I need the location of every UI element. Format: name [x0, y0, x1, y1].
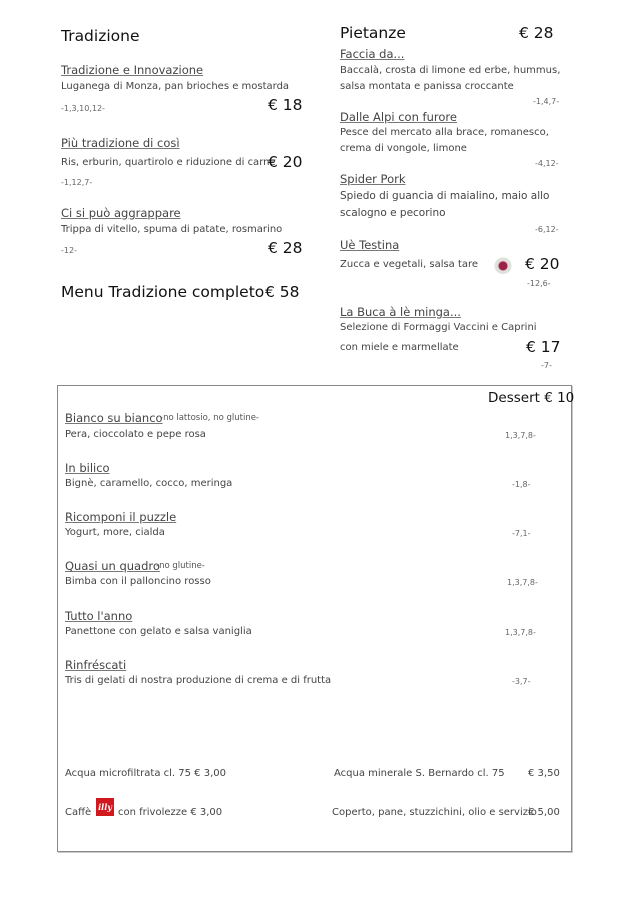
dish-name: Ricomponi il puzzle: [65, 510, 177, 524]
water-filtered: Acqua microfiltrata cl. 75 € 3,00: [65, 768, 226, 779]
menu-complete-price: € 58: [265, 283, 300, 301]
dessert-box: [57, 385, 575, 852]
dish-description: Bimba con il palloncino rosso: [65, 576, 211, 587]
dish-description: Bignè, caramello, cocco, meringa: [65, 478, 233, 489]
dish-description: Ris, erburin, quartirolo e riduzione di carne: [61, 157, 276, 168]
water-mineral: Acqua minerale S. Bernardo cl. 75: [334, 768, 505, 779]
coffee-label: Caffè: [65, 807, 92, 818]
allergens: -1,4,7-: [533, 97, 560, 106]
dish-price: € 28: [268, 239, 303, 257]
dish-description: con miele e marmellate: [340, 342, 459, 353]
allergens: -1,12,7-: [61, 178, 93, 187]
dish-description: salsa montata e panissa croccante: [340, 81, 514, 92]
dish-name: Quasi un quadro: [65, 559, 160, 573]
dish-description: Trippa di vitello, spuma di patate, rosmarino: [61, 224, 283, 235]
dish-name: Tutto l'anno: [65, 609, 133, 623]
dish-price: € 20: [525, 255, 560, 273]
allergens: -6,12-: [535, 225, 559, 234]
dish-description: scalogno e pecorino: [340, 207, 446, 219]
dish-name: Rinfréscati: [65, 658, 127, 672]
dish-description: Baccalà, crosta di limone ed erbe, hummus,: [340, 65, 561, 76]
dish-name: Uè Testina: [340, 238, 400, 252]
cover-charge: Coperto, pane, stuzzichini, olio e servizio: [332, 807, 537, 818]
dish-description: Selezione di Formaggi Vaccini e Caprini: [340, 322, 537, 333]
allergens: -12,6-: [527, 279, 551, 288]
allergens: -4,12-: [535, 159, 559, 168]
section-title-dessert: Dessert € 10: [488, 390, 575, 406]
allergens: -7-: [541, 361, 552, 370]
dish-name: Ci si può aggrappare: [61, 206, 181, 220]
section-title-pietanze: Pietanze: [340, 24, 406, 42]
menu-complete-label: Menu Tradizione completo: [61, 283, 265, 301]
allergens: 1,3,7,8-: [505, 431, 536, 440]
allergens: -1,8-: [512, 480, 531, 489]
dish-description: Pera, cioccolato e pepe rosa: [65, 429, 206, 440]
allergens: -1,3,10,12-: [61, 104, 105, 113]
dish-description: Pesce del mercato alla brace, romanesco,: [340, 127, 549, 138]
allergens: 1,3,7,8-: [507, 578, 538, 587]
dish-price: € 18: [268, 96, 303, 114]
dish-description: Panettone con gelato e salsa vaniglia: [65, 626, 252, 637]
cover-charge-price: € 5,00: [528, 807, 560, 818]
dish-price: € 17: [526, 338, 561, 356]
coffee-price: con frivolezze € 3,00: [118, 807, 223, 818]
dish-description: Yogurt, more, cialda: [65, 527, 165, 538]
dish-name: Tradizione e Innovazione: [61, 63, 204, 77]
dish-name: Più tradizione di così: [61, 136, 180, 150]
dish-description: Luganega di Monza, pan brioches e mostarda: [61, 81, 290, 92]
wine-pairing-icon: [494, 256, 512, 278]
allergens: -7,1-: [512, 529, 531, 538]
dish-price: € 20: [268, 153, 303, 171]
dish-name: Dalle Alpi con furore: [340, 110, 457, 124]
dish-name: Faccia da...: [340, 47, 405, 61]
dish-description: crema di vongole, limone: [340, 143, 467, 154]
dish-description: Spiedo di guancia di maialino, maio allo: [340, 190, 550, 202]
dish-name: In bilico: [65, 461, 110, 475]
dietary-note: -no glutine-: [156, 561, 205, 571]
allergens: -3,7-: [512, 677, 531, 686]
water-mineral-price: € 3,50: [528, 768, 560, 779]
dish-description: Zucca e vegetali, salsa tare: [340, 259, 479, 270]
allergens: 1,3,7,8-: [505, 628, 536, 637]
allergens: -12-: [61, 246, 77, 255]
pietanze-price: € 28: [519, 24, 554, 42]
dish-name: Bianco su bianco: [65, 411, 163, 425]
dish-description: Tris di gelati di nostra produzione di crema e di frutta: [65, 675, 332, 686]
dish-name: Spider Pork: [340, 172, 406, 186]
section-title-tradizione: Tradizione: [61, 27, 140, 45]
dish-name: La Buca à lè minga...: [340, 305, 461, 319]
illy-logo-icon: illy: [96, 797, 114, 816]
dietary-note: -no lattosio, no glutine-: [160, 413, 259, 423]
